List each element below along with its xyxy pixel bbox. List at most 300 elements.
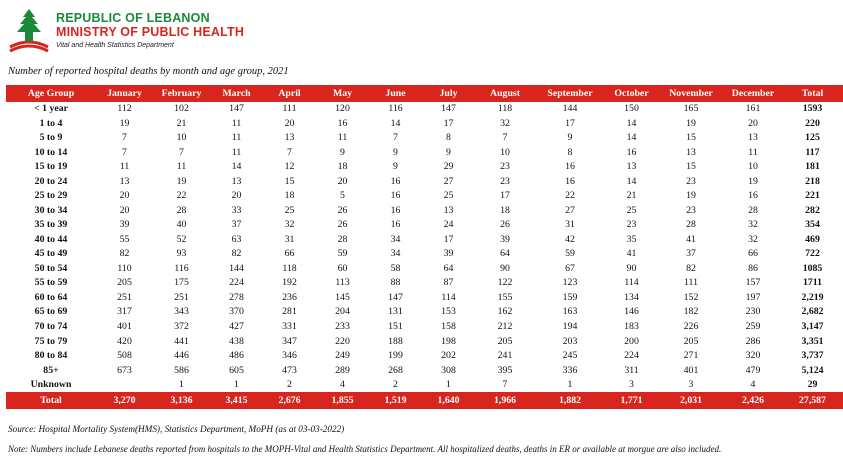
table-cell: 17 — [443, 117, 454, 129]
table-cell: 20 — [119, 190, 130, 202]
age-group-cell: 15 to 19 — [34, 161, 68, 173]
table-cell: 165 — [683, 103, 699, 115]
age-group-cell: 70 to 74 — [34, 320, 68, 332]
table-cell: 10 — [176, 132, 187, 144]
table-cell: 5 — [340, 190, 345, 202]
table-cell: 317 — [117, 306, 132, 318]
table-cell: 446 — [174, 350, 189, 362]
table-cell: 370 — [229, 306, 244, 318]
table-cell: 441 — [174, 335, 189, 347]
table-cell: 19 — [748, 175, 758, 187]
row-total-cell: 3,737 — [801, 350, 824, 362]
age-group-cell: 20 to 24 — [34, 175, 68, 187]
table-cell: 52 — [176, 233, 187, 245]
table-cell: 203 — [562, 335, 578, 347]
table-cell: 147 — [229, 103, 244, 115]
table-cell: 9 — [340, 146, 345, 158]
table-cell: 158 — [441, 320, 456, 332]
table-cell: 123 — [562, 277, 578, 289]
table-cell: 347 — [282, 335, 297, 347]
column-header-total: Total — [782, 85, 843, 102]
table-cell: 7 — [122, 146, 127, 158]
table-cell: 17 — [443, 233, 454, 245]
row-total-cell: 29 — [782, 378, 843, 393]
table-cell: 220 — [335, 335, 350, 347]
row-total-cell: 5,124 — [801, 364, 824, 376]
total-cell: 1,882 — [535, 393, 605, 410]
row-total-cell: 2,682 — [801, 306, 824, 318]
column-header-july: July — [422, 85, 475, 102]
table-cell: 12 — [284, 161, 295, 173]
row-total-cell: 220 — [805, 117, 820, 129]
row-total-cell: 469 — [805, 233, 820, 245]
table-cell: 13 — [231, 175, 242, 187]
table-cell: 42 — [565, 233, 575, 245]
table-cell: 23 — [500, 175, 510, 187]
table-cell: 41 — [626, 248, 637, 260]
table-row — [6, 146, 843, 161]
table-cell: 427 — [229, 320, 244, 332]
table-cell: 145 — [335, 291, 350, 303]
table-cell: 24 — [443, 219, 454, 231]
table-cell: 82 — [231, 248, 242, 260]
age-group-cell: 80 to 84 — [34, 350, 68, 362]
table-cell: 28 — [748, 204, 758, 216]
org-line-republic: REPUBLIC OF LEBANON — [56, 10, 210, 25]
table-cell: 11 — [231, 146, 242, 158]
table-cell: 118 — [497, 103, 513, 115]
table-cell: 29 — [443, 161, 454, 173]
table-row — [6, 320, 843, 335]
age-group-cell: 60 to 64 — [34, 291, 68, 303]
table-row — [6, 262, 843, 277]
column-header-september: September — [535, 85, 605, 102]
age-group-cell: 25 to 29 — [34, 190, 68, 202]
table-cell: 271 — [683, 350, 699, 362]
table-cell: 20 — [748, 117, 758, 129]
column-header-may: May — [316, 85, 369, 102]
table-cell: 8 — [446, 132, 451, 144]
table-cell: 18 — [284, 190, 295, 202]
table-cell: 14 — [390, 117, 401, 129]
table-cell: 28 — [686, 219, 696, 231]
table-cell: 16 — [565, 175, 575, 187]
table-cell: 39 — [500, 233, 510, 245]
table-cell: 118 — [282, 262, 297, 274]
table-cell: 25 — [443, 190, 454, 202]
table-cell: 320 — [745, 350, 761, 362]
column-header-april: April — [263, 85, 316, 102]
table-cell: 23 — [626, 219, 637, 231]
table-cell: 19 — [119, 117, 130, 129]
table-cell: 336 — [562, 364, 578, 376]
table-cell: 20 — [284, 117, 295, 129]
table-row — [6, 218, 843, 233]
table-cell: 37 — [686, 248, 696, 260]
table-cell: 15 — [686, 132, 696, 144]
row-total-cell: 1711 — [802, 277, 823, 289]
table-cell: 40 — [176, 219, 187, 231]
table-cell: 13 — [686, 146, 696, 158]
table-cell: 111 — [684, 277, 698, 289]
table-cell: 19 — [686, 190, 696, 202]
table-cell: 34 — [390, 248, 401, 260]
table-cell: 37 — [231, 219, 242, 231]
header-row — [6, 85, 843, 102]
table-cell: 59 — [565, 248, 575, 260]
table-cell: 205 — [497, 335, 513, 347]
table-cell: 23 — [686, 175, 696, 187]
table-cell: 420 — [117, 335, 132, 347]
table-cell: 15 — [686, 161, 696, 173]
table-cell: 438 — [229, 335, 244, 347]
table-cell: 224 — [624, 350, 639, 362]
table-cell: 10 — [748, 161, 758, 173]
table-cell: 27 — [443, 175, 454, 187]
table-cell: 13 — [284, 132, 295, 144]
total-cell: 3,415 — [210, 393, 263, 410]
age-group-cell: 45 to 49 — [34, 248, 68, 260]
table-cell: 343 — [174, 306, 189, 318]
table-cell: 32 — [748, 233, 758, 245]
table-cell: 35 — [626, 233, 637, 245]
column-header-june: June — [369, 85, 422, 102]
table-cell: 259 — [745, 320, 761, 332]
table-cell: 204 — [335, 306, 350, 318]
age-group-cell: 5 to 9 — [39, 132, 63, 144]
table-cell: 395 — [497, 364, 513, 376]
table-cell: 278 — [229, 291, 244, 303]
age-group-cell: 10 to 14 — [34, 146, 68, 158]
table-cell: 479 — [745, 364, 761, 376]
row-total-cell: 3,147 — [801, 320, 824, 332]
total-label-cell: Total — [6, 393, 96, 410]
table-row — [6, 363, 843, 378]
table-cell: 308 — [441, 364, 456, 376]
table-cell: 16 — [565, 161, 575, 173]
table-cell: 28 — [176, 204, 187, 216]
table-cell: 82 — [686, 262, 696, 274]
table-cell: 198 — [441, 335, 456, 347]
column-header-october: October — [605, 85, 658, 102]
table-cell: 18 — [337, 161, 348, 173]
table-cell: 59 — [337, 248, 348, 260]
table-cell: 14 — [626, 117, 637, 129]
table-cell: 41 — [686, 233, 696, 245]
table-cell: 14 — [231, 161, 242, 173]
table-cell: 63 — [231, 233, 242, 245]
table-cell: 1 — [153, 378, 210, 393]
table-cell: 19 — [686, 117, 696, 129]
table-cell: 11 — [231, 117, 242, 129]
table-cell — [96, 378, 153, 393]
table-cell: 230 — [745, 306, 761, 318]
table-cell: 66 — [748, 248, 758, 260]
row-total-cell: 722 — [805, 248, 820, 260]
table-cell: 153 — [441, 306, 456, 318]
table-cell: 192 — [282, 277, 297, 289]
table-cell: 88 — [390, 277, 401, 289]
table-cell: 147 — [388, 291, 403, 303]
table-row — [6, 102, 843, 117]
table-cell: 64 — [443, 262, 454, 274]
table-cell: 4 — [316, 378, 369, 393]
table-cell: 4 — [724, 378, 782, 393]
cedar-logo-icon — [8, 7, 50, 53]
table-cell: 16 — [748, 190, 758, 202]
table-cell: 372 — [174, 320, 189, 332]
column-header-march: March — [210, 85, 263, 102]
table-cell: 486 — [229, 350, 244, 362]
table-cell: 9 — [393, 161, 398, 173]
table-cell: 26 — [500, 219, 510, 231]
table-cell: 55 — [119, 233, 130, 245]
table-body — [6, 102, 843, 409]
table-cell: 112 — [117, 103, 132, 115]
table-cell: 182 — [683, 306, 699, 318]
table-row — [6, 175, 843, 190]
table-cell: 473 — [282, 364, 297, 376]
row-total-cell: 181 — [805, 161, 820, 173]
table-cell: 147 — [441, 103, 456, 115]
table-cell: 346 — [282, 350, 297, 362]
table-cell: 8 — [567, 146, 573, 158]
table-cell: 226 — [683, 320, 699, 332]
header — [8, 4, 244, 56]
table-row — [6, 378, 843, 393]
table-row — [6, 276, 843, 291]
table-cell: 200 — [624, 335, 639, 347]
row-total-cell: 117 — [805, 146, 820, 158]
deaths-table — [6, 85, 843, 409]
table-cell: 1 — [535, 378, 605, 393]
row-total-cell: 218 — [805, 175, 820, 187]
table-cell: 39 — [443, 248, 454, 260]
row-total-cell: 3,351 — [801, 335, 824, 347]
age-group-cell: 30 to 34 — [34, 204, 68, 216]
total-cell: 2,031 — [658, 393, 724, 410]
table-cell: 205 — [117, 277, 132, 289]
organization-name — [56, 12, 244, 49]
table-cell: 15 — [284, 175, 295, 187]
row-total-cell: 221 — [805, 190, 820, 202]
table-cell: 249 — [335, 350, 350, 362]
table-cell: 23 — [686, 204, 696, 216]
table-cell: 20 — [119, 204, 130, 216]
row-total-cell: 354 — [805, 219, 820, 231]
table-cell: 14 — [626, 132, 637, 144]
table-cell: 3 — [658, 378, 724, 393]
age-group-cell: 35 to 39 — [34, 219, 68, 231]
table-cell: 19 — [176, 175, 187, 187]
table-cell: 21 — [626, 190, 637, 202]
row-total-cell: 1085 — [802, 262, 823, 274]
table-cell: 286 — [745, 335, 761, 347]
source-text: Source: Hospital Mortality System(HMS), Statistics Department, MoPH (as at 03-03-2022) — [8, 424, 345, 434]
table-cell: 289 — [335, 364, 350, 376]
column-header-november: November — [658, 85, 724, 102]
table-cell: 120 — [335, 103, 350, 115]
table-cell: 245 — [562, 350, 578, 362]
table-cell: 14 — [626, 175, 637, 187]
table-cell: 331 — [282, 320, 297, 332]
table-row — [6, 247, 843, 262]
table-cell: 159 — [562, 291, 578, 303]
table-cell: 16 — [390, 175, 401, 187]
table-cell: 251 — [174, 291, 189, 303]
table-cell: 7 — [287, 146, 292, 158]
table-cell: 21 — [176, 117, 187, 129]
table-header — [6, 85, 843, 102]
table-cell: 7 — [502, 132, 508, 144]
table-cell: 131 — [388, 306, 403, 318]
age-group-cell: 50 to 54 — [34, 262, 68, 274]
table-cell: 183 — [624, 320, 639, 332]
table-cell: 268 — [388, 364, 403, 376]
age-group-cell: Unknown — [6, 378, 96, 393]
table-cell: 605 — [229, 364, 244, 376]
age-group-cell: < 1 year — [34, 103, 68, 115]
table-cell: 82 — [119, 248, 130, 260]
table-cell: 31 — [565, 219, 575, 231]
table-cell: 155 — [497, 291, 513, 303]
table-cell: 27 — [565, 204, 575, 216]
table-cell: 64 — [500, 248, 510, 260]
table-row — [6, 305, 843, 320]
table-cell: 33 — [231, 204, 242, 216]
table-row — [6, 349, 843, 364]
table-cell: 16 — [390, 190, 401, 202]
table-row — [6, 233, 843, 248]
table-cell: 25 — [626, 204, 637, 216]
total-cell: 3,270 — [96, 393, 153, 410]
table-cell: 152 — [683, 291, 699, 303]
table-cell: 146 — [624, 306, 639, 318]
table-cell: 199 — [388, 350, 403, 362]
table-cell: 188 — [388, 335, 403, 347]
table-cell: 25 — [284, 204, 295, 216]
table-cell: 18 — [500, 204, 510, 216]
table-cell: 11 — [176, 161, 187, 173]
table-cell: 175 — [174, 277, 189, 289]
table-row — [6, 334, 843, 349]
table-cell: 90 — [626, 262, 637, 274]
table-cell: 93 — [176, 248, 187, 260]
table-cell: 13 — [119, 175, 130, 187]
table-cell: 86 — [748, 262, 758, 274]
table-cell: 17 — [565, 117, 575, 129]
table-cell: 60 — [337, 262, 348, 274]
table-cell: 224 — [229, 277, 244, 289]
table-cell: 11 — [337, 132, 348, 144]
table-cell: 401 — [117, 320, 132, 332]
total-row — [6, 393, 843, 410]
table-cell: 11 — [119, 161, 130, 173]
table-cell: 32 — [500, 117, 510, 129]
table-cell: 233 — [335, 320, 350, 332]
table-cell: 11 — [231, 132, 242, 144]
age-group-cell: 85+ — [43, 364, 59, 376]
table-cell: 236 — [282, 291, 297, 303]
table-cell: 34 — [390, 233, 401, 245]
table-cell: 241 — [497, 350, 513, 362]
age-group-cell: 40 to 44 — [34, 233, 68, 245]
table-cell: 1 — [210, 378, 263, 393]
table-cell: 134 — [624, 291, 639, 303]
age-group-cell: 55 to 59 — [34, 277, 68, 289]
row-total-cell: 125 — [805, 132, 820, 144]
table-row — [6, 160, 843, 175]
table-cell: 2 — [263, 378, 316, 393]
table-row — [6, 131, 843, 146]
table-cell: 197 — [745, 291, 761, 303]
org-line-department: Vital and Health Statistics Department — [56, 41, 174, 49]
table-cell: 66 — [284, 248, 295, 260]
table-cell: 194 — [562, 320, 578, 332]
table-cell: 251 — [117, 291, 132, 303]
table-cell: 7 — [475, 378, 535, 393]
table-cell: 114 — [441, 291, 456, 303]
table-row — [6, 204, 843, 219]
table-row — [6, 291, 843, 306]
table-cell: 110 — [117, 262, 132, 274]
row-total-cell: 282 — [805, 204, 820, 216]
table-cell: 150 — [624, 103, 639, 115]
table-cell: 673 — [117, 364, 132, 376]
total-cell: 3,136 — [153, 393, 210, 410]
table-cell: 2 — [369, 378, 422, 393]
table-cell: 16 — [626, 146, 637, 158]
table-cell: 9 — [446, 146, 451, 158]
table-cell: 157 — [745, 277, 761, 289]
table-cell: 13 — [443, 204, 454, 216]
table-row — [6, 117, 843, 132]
table-cell: 9 — [567, 132, 573, 144]
table-cell: 401 — [683, 364, 699, 376]
table-cell: 90 — [500, 262, 510, 274]
table-cell: 122 — [497, 277, 513, 289]
table-cell: 39 — [119, 219, 130, 231]
table-cell: 144 — [229, 262, 244, 274]
row-total-cell: 2,219 — [801, 291, 824, 303]
table-cell: 26 — [337, 219, 348, 231]
column-header-age-group: Age Group — [6, 85, 96, 102]
column-header-february: February — [153, 85, 210, 102]
table-cell: 10 — [500, 146, 510, 158]
table-cell: 102 — [174, 103, 189, 115]
total-cell: 1,771 — [605, 393, 658, 410]
table-cell: 23 — [500, 161, 510, 173]
table-cell: 1 — [422, 378, 475, 393]
table-cell: 3 — [605, 378, 658, 393]
row-total-cell: 1593 — [802, 103, 823, 115]
table-cell: 202 — [441, 350, 456, 362]
age-group-cell: 1 to 4 — [39, 117, 63, 129]
table-cell: 281 — [282, 306, 297, 318]
table-cell: 212 — [497, 320, 513, 332]
org-line-ministry: MINISTRY OF PUBLIC HEALTH — [56, 25, 245, 39]
table-cell: 20 — [231, 190, 242, 202]
table-cell: 17 — [500, 190, 510, 202]
table-cell: 58 — [390, 262, 401, 274]
table-cell: 311 — [624, 364, 639, 376]
table-cell: 22 — [565, 190, 575, 202]
table-cell: 586 — [174, 364, 189, 376]
table-cell: 113 — [335, 277, 350, 289]
table-row — [6, 189, 843, 204]
table-cell: 7 — [179, 146, 184, 158]
table-cell: 162 — [497, 306, 513, 318]
